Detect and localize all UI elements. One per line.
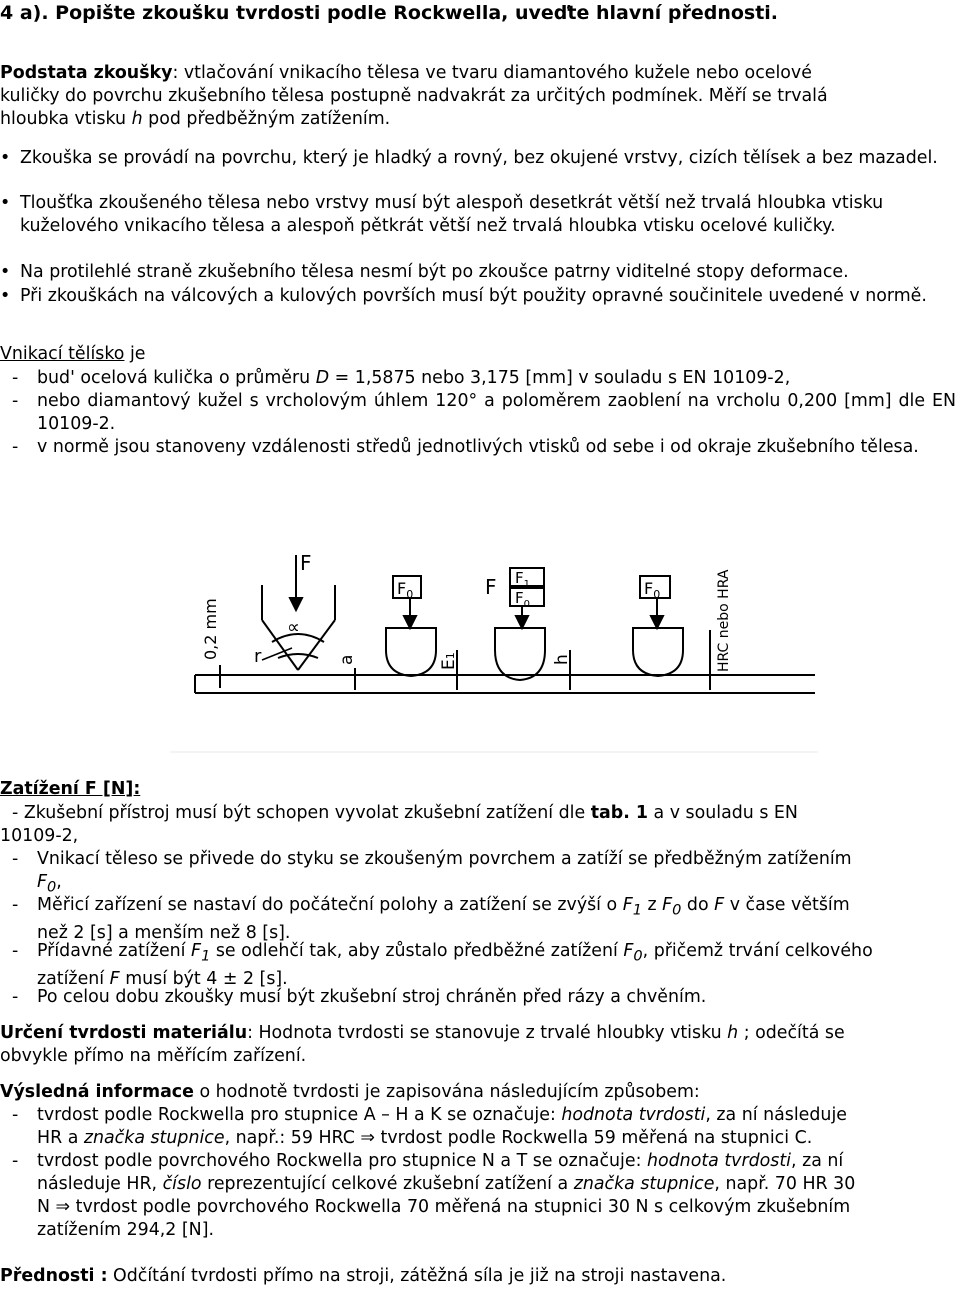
- principle-paragraph: Podstata zkoušky: vtlačování vnikacího tělesa ve tvaru diamantového kužele nebo ocelové kuličky do povrchu zkušebního tělesa postupně nadvakrát za určitých podmínek. Měří se trvalá hloubka vtisku h pod předběžným zatížením.: [0, 63, 828, 129]
- page-title: 4 a). Popište zkoušku tvrdosti podle Rockwella, uveďte hlavní přednosti.: [0, 2, 779, 24]
- principle-label: Podstata zkoušky: [0, 63, 173, 83]
- indenter-heading: Vnikací tělísko je: [0, 344, 146, 364]
- angle-label: ∝: [287, 617, 300, 638]
- bullet-icon: •: [0, 148, 11, 168]
- bullet-icon: •: [0, 193, 11, 213]
- preload-label-3: $F_0$: [644, 579, 661, 601]
- advantages-paragraph: Přednosti : Odčítání tvrdosti přímo na stroji, zátěžná síla je již na stroji nastavena.: [0, 1266, 727, 1286]
- load-item-1: - Zkušební přístroj musí být schopen vyvolat zkušební zatížení dle tab. 1 a v souladu s EN 10109-2,: [0, 803, 798, 846]
- depth-h-label: h: [552, 654, 572, 665]
- list-item: - bud' ocelová kulička o průměru D = 1,5875 nebo 3,175 [mm] v souladu s EN 10109-2,: [12, 368, 791, 388]
- hrc-label: HRC nebo HRA: [716, 569, 732, 672]
- result-label: Výsledná informace: [0, 1082, 194, 1102]
- rockwell-test-diagram: [150, 500, 820, 758]
- total-force-label: F: [485, 575, 497, 599]
- list-item: - Měřicí zařízení se nastaví do počáteční polohy a zatížení se zvýší o $F_1$ z $F_0$ do F v čase větším než 2 [s] a menším než 8 [s].: [12, 895, 850, 944]
- list-item: - tvrdost podle povrchového Rockwella pro stupnice N a T se označuje: hodnota tvrdosti, za ní následuje HR, číslo reprezentující celkové zkušební zatížení a značka stupnice, např. 70 HR 30 N ⇒ tvrdost podle povrchového Rockwella 70 měřená na stupnici 30 N s celkovým zkušebním zatížením 294,2 [N].: [12, 1151, 856, 1240]
- preload-label: $F_0$: [397, 579, 414, 601]
- load-label: Zatížení F [N]:: [0, 779, 141, 799]
- preload-label-2: $F_0$: [515, 589, 531, 610]
- indenter-label: Vnikací tělísko: [0, 344, 125, 364]
- dimension-label: 0,2 mm: [201, 598, 220, 660]
- result-heading: Výsledná informace o hodnotě tvrdosti je zapisována následujícím způsobem:: [0, 1082, 700, 1102]
- list-item: • Tloušťka zkoušeného tělesa nebo vrstvy musí být alespoň desetkrát větší než trvalá hloubka vtisku kuželového vnikacího tělesa a alespoň pětkrát větší než trvalá hloubka vtisku ocelové kuličky.: [0, 193, 884, 236]
- list-item: • Na protilehlé straně zkušebního tělesa nesmí být po zkoušce patrny viditelné stopy deformace.: [0, 262, 849, 282]
- depth-e-label: E1: [439, 652, 459, 670]
- radius-label: r: [254, 646, 262, 667]
- list-item: • Zkouška se provádí na povrchu, který je hladký a rovný, bez okujené vrstvy, cizích tělísek a bez mazadel.: [0, 148, 938, 168]
- advantages-label: Přednosti :: [0, 1266, 108, 1286]
- determination-paragraph: Určení tvrdosti materiálu: Hodnota tvrdosti se stanovuje z trvalé hloubky vtisku h ; odečítá se obvykle přímo na měřícím zařízení.: [0, 1023, 845, 1066]
- list-item: • Při zkouškách na válcových a kulových površích musí být použity opravné součinitele uvedené v normě.: [0, 286, 927, 306]
- bullet-icon: •: [0, 262, 11, 282]
- force-label: F: [300, 551, 312, 575]
- additional-load-label: $F_1$: [515, 569, 531, 590]
- list-item: - Vnikací těleso se přivede do styku se zkoušeným povrchem a zatíží se předběžným zatížením $F_0$,: [12, 849, 852, 896]
- list-item: - tvrdost podle Rockwella pro stupnice A – H a K se označuje: hodnota tvrdosti, za ní následuje HR a značka stupnice, např.: 59 HRC ⇒ tvrdost podle Rockwella 59 měřená na stupnici C.: [12, 1105, 847, 1148]
- list-item: - nebo diamantový kužel s vrcholovým úhlem 120° a poloměrem zaoblení na vrcholu 0,200 [mm] dle EN 10109-2.: [12, 391, 956, 434]
- determination-label: Určení tvrdosti materiálu: [0, 1023, 248, 1043]
- load-heading: [0, 778, 956, 801]
- depth-a-label: a: [337, 654, 357, 665]
- list-item: - v normě jsou stanoveny vzdálenosti středů jednotlivých vtisků od sebe i od okraje zkušebního tělesa.: [12, 437, 919, 457]
- bullet-icon: •: [0, 286, 11, 306]
- list-item: - Po celou dobu zkoušky musí být zkušební stroj chráněn před rázy a chvěním.: [12, 987, 707, 1007]
- list-item: - Přídavné zatížení $F_1$ se odlehčí tak, aby zůstalo předběžné zatížení $F_0$, přičemž trvání celkového zatížení F musí být 4 ± 2 [s].: [12, 941, 873, 990]
